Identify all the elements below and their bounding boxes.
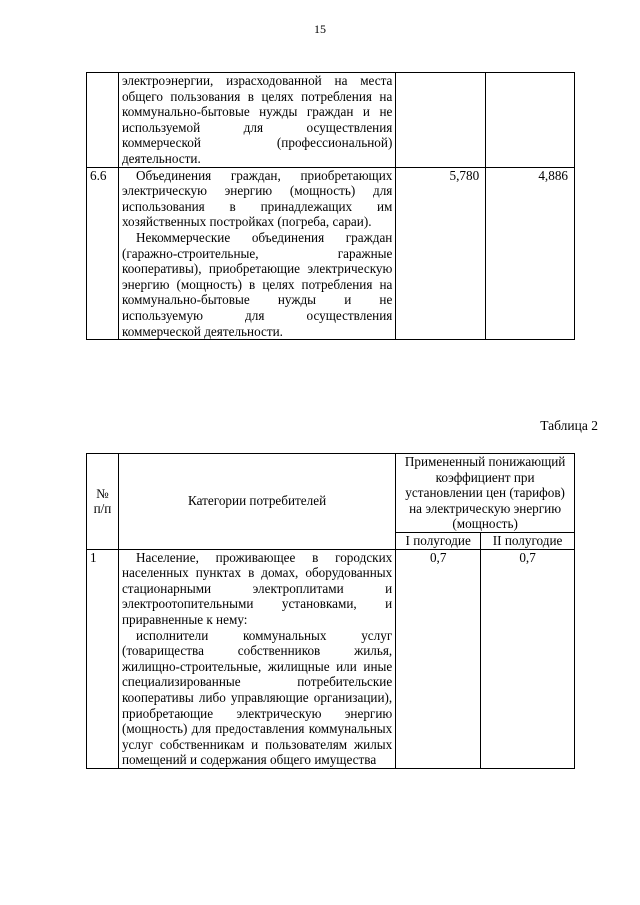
value-half-1: 0,7 xyxy=(396,549,481,768)
value-half-2: 4,886 xyxy=(486,167,575,340)
category-text xyxy=(118,167,395,340)
header-half-1: I полугодие xyxy=(396,532,481,549)
header-half-2: II полугодие xyxy=(481,532,575,549)
tariff-table-continued xyxy=(86,72,575,340)
header-number xyxy=(87,454,119,550)
table-header-row xyxy=(87,454,575,533)
table-row xyxy=(87,167,575,340)
row-number: 6.6 xyxy=(87,167,119,340)
header-coefficient: Примененный понижающий коэффициент при установлении цен (тарифов) на электрическую энергию (мощность) xyxy=(396,454,575,533)
row-number: 1 xyxy=(87,549,119,768)
value-half-2: 0,7 xyxy=(481,549,575,768)
category-paragraph: Объединения граждан, приобретающих электрическую энергию (мощность) для использования в принадлежащих им хозяйственных постройках (погреба, сараи). xyxy=(121,167,393,230)
row-number xyxy=(87,73,119,168)
table-row xyxy=(87,73,575,168)
value-half-2 xyxy=(486,73,575,168)
category-text xyxy=(118,549,395,768)
value-half-1 xyxy=(396,73,486,168)
category-paragraph: Население, проживающее в городских населенных пунктах в домах, оборудованных стационарными электроплитами и электроотопительными установками, и приравненные к нему: xyxy=(121,549,393,627)
page-number: 15 xyxy=(314,22,326,36)
header-category: Категории потребителей xyxy=(118,454,395,550)
table-row xyxy=(87,549,575,768)
coefficient-table xyxy=(86,453,575,769)
category-paragraph: Некоммерческие объединения граждан (гаражно-строительные, гаражные кооперативы), приобретающие электрическую энергию (мощность) в целях потребления на коммунально-бытовые нужды и не используемую для осуществления коммерческой деятельности. xyxy=(121,229,393,339)
category-paragraph: исполнители коммунальных услуг (товарищества собственников жилья, жилищно-строительные, жилищные или иные специализированные потребительские кооперативы либо управляющие организации), приобретающие электрическую энергию (мощность) для предоставления коммунальных услуг собственникам и пользователям жилых помещений и содержания общего имущества xyxy=(121,627,393,768)
table-caption: Таблица 2 xyxy=(540,418,598,433)
category-paragraph: электроэнергии, израсходованной на места общего пользования в целях потребления на коммунально-бытовые нужды граждан и не используемой для осуществления коммерческой (профессиональной) деятельности. xyxy=(121,73,393,166)
header-number-label: № п/п xyxy=(93,485,112,517)
value-half-1: 5,780 xyxy=(396,167,486,340)
category-text xyxy=(118,73,395,168)
